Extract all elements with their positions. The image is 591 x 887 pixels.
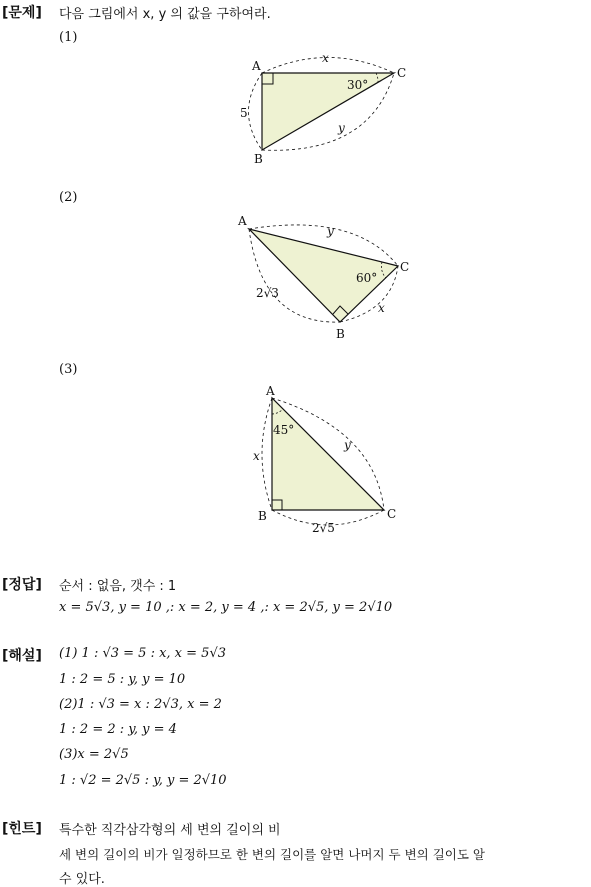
vertex-b-3: B <box>258 509 267 523</box>
vertex-c-2: C <box>400 260 410 274</box>
answer-line-1: 순서 : 없음, 갯수 : 1 <box>59 579 177 594</box>
side-ab-label-3: x <box>253 449 260 463</box>
vertex-b-2: B <box>336 327 345 341</box>
vertex-c-1: C <box>397 66 407 80</box>
side-bc-label-3: 2√5 <box>312 521 335 535</box>
figure-2 <box>237 214 409 341</box>
triangle-1 <box>262 73 394 150</box>
hint-line-3: 수 있다. <box>59 872 105 887</box>
solution-line-6: 1 : √2 = 2√5 : y, y = 2√10 <box>59 773 227 788</box>
vertex-a-3: A <box>266 384 275 398</box>
side-ab-label-2: 2√3 <box>256 286 279 300</box>
angle-label-1: 30° <box>347 78 369 92</box>
dim-arc-ab-3 <box>262 398 272 510</box>
side-ac-label-2: y <box>327 224 334 238</box>
vertex-c-3: C <box>387 507 397 521</box>
figure-1 <box>240 51 406 166</box>
part1-number: (1) <box>59 30 78 45</box>
hint-label: [힌트] <box>2 821 42 837</box>
problem-label: [문제] <box>2 5 42 21</box>
figure-3 <box>253 384 396 535</box>
side-bc-label-2: x <box>378 301 385 315</box>
solution-line-4: 1 : 2 = 2 : y, y = 4 <box>59 722 177 737</box>
side-ac-label-3: y <box>344 438 351 452</box>
side-ac-label-1: x <box>322 51 329 65</box>
angle-label-3: 45° <box>273 423 295 437</box>
side-ab-label-1: 5 <box>240 106 248 120</box>
vertex-a-2: A <box>238 214 247 228</box>
hint-line-2: 세 변의 길이의 비가 일정하므로 한 변의 길이를 알면 나머지 두 변의 길이도 알 <box>59 847 485 862</box>
problem-statement: 다음 그림에서 x, y 의 값을 구하여라. <box>59 7 271 22</box>
solution-line-5: (3)x = 2√5 <box>59 747 129 762</box>
answer-label: [정답] <box>2 577 42 593</box>
solution-line-2: 1 : 2 = 5 : y, y = 10 <box>59 672 186 687</box>
side-bc-label-1: y <box>338 121 345 135</box>
vertex-a-1: A <box>252 59 261 73</box>
vertex-b-1: B <box>254 152 263 166</box>
triangle-3 <box>272 398 384 510</box>
solution-line-1: (1) 1 : √3 = 5 : x, x = 5√3 <box>59 646 227 661</box>
hint-line-1: 특수한 직각삼각형의 세 변의 길이의 비 <box>59 823 281 838</box>
dim-arc-ab-1 <box>249 73 263 150</box>
part3-number: (3) <box>59 362 78 377</box>
angle-label-2: 60° <box>356 271 378 285</box>
answer-line-2: x = 5√3, y = 10 ,: x = 2, y = 4 ,: x = 2√5, y = 2√10 <box>59 600 393 615</box>
part2-number: (2) <box>59 190 78 205</box>
solution-line-3: (2)1 : √3 = x : 2√3, x = 2 <box>59 697 222 712</box>
solution-label: [해설] <box>2 648 42 664</box>
